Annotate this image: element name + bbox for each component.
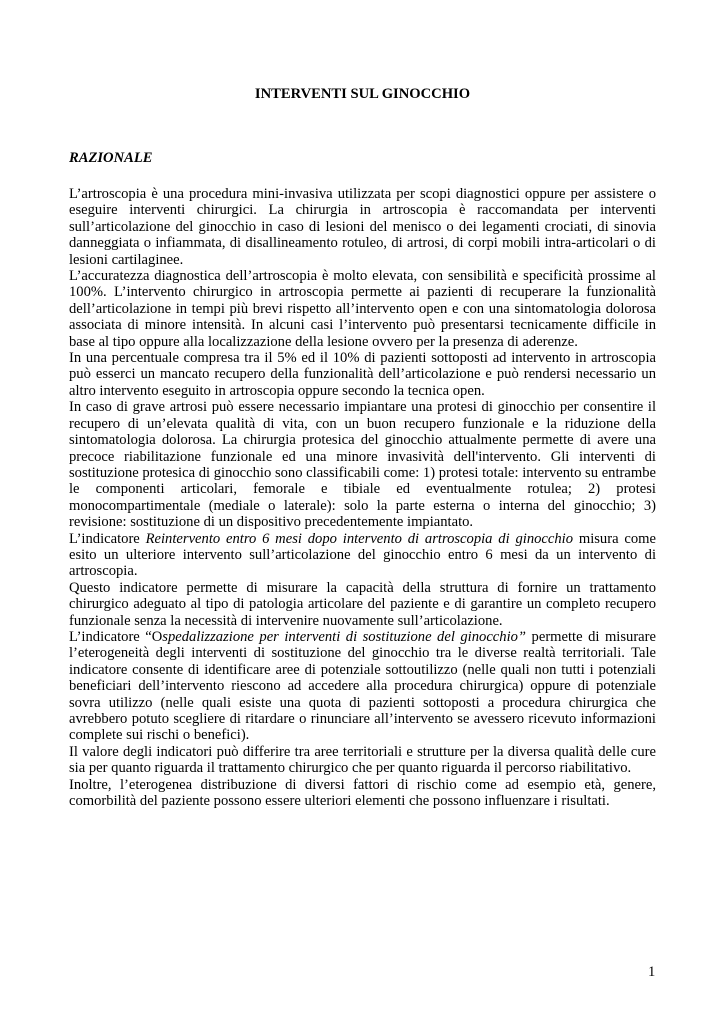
paragraph: Il valore degli indicatori può differire tra aree territoriali e strutture per la diversa qualità delle cure sia per quanto riguarda il trattamento chirurgico che per quanto riguarda il percorso riabilitativo. bbox=[69, 743, 656, 777]
paragraph: L’accuratezza diagnostica dell’artroscopia è molto elevata, con sensibilità e specificità prossime al 100%. L’intervento chirurgico in artroscopia permette ai pazienti di recuperare la funzionalità dell’articolazione in tempi più brevi rispetto all’intervento open e con una sintomatologia dolorosa associata di minore intensità. In alcuni casi l’intervento può presentarsi tecnicamente difficile in base al tipo oppure alla localizzazione della lesione ovvero per la presenza di aderenze. bbox=[69, 268, 656, 350]
paragraph: L’artroscopia è una procedura mini-invasiva utilizzata per scopi diagnostici oppure per assistere o eseguire interventi chirurgici. La chirurgia in artroscopia è raccomandata per interventi sull’articolazione del ginocchio in caso di lesioni del menisco o dei legamenti crociati, di sinovia danneggiata o infiammata, di disallineamento rotuleo, di artrosi, di corpi mobili intra-articolari o di lesioni cartilaginee. bbox=[69, 186, 656, 268]
indicator-name: Reintervento entro 6 mesi dopo intervento di artroscopia di ginocchio bbox=[145, 530, 574, 547]
paragraph: Inoltre, l’eterogenea distribuzione di diversi fattori di rischio come ad esempio età, genere, comorbilità del paziente possono essere ulteriori elementi che possono influenzare i risultati. bbox=[69, 776, 656, 810]
paragraph: In una percentuale compresa tra il 5% ed il 10% di pazienti sottoposti ad intervento in artroscopia può esserci un mancato recupero della funzionalità dell’articolazione e può rendersi necessario un altro intervento eseguito in artroscopia oppure secondo la tecnica open. bbox=[69, 350, 656, 399]
paragraph-text: L’indicatore bbox=[69, 530, 146, 547]
paragraph: In caso di grave artrosi può essere necessario impiantare una protesi di ginocchio per consentire il recupero di un’elevata qualità di vita, con un buon recupero funzionale e la riduzione della sintomatologia dolorosa. La chirurgia protesica del ginocchio attualmente permette di avere una precoce riabilitazione funzionale ed una minore invasività dell'intervento. Gli interventi di sostituzione protesica di ginocchio sono classificabili come: 1) protesi totale: intervento su entrambe le componenti articolari, femorale e tibiale ed eventualmente rotulea; 2) protesi monocompartimentale (mediale o laterale): solo la parte esterna o interna del ginocchio; 3) revisione: sostituzione di un dispositivo precedentemente impiantato. bbox=[69, 399, 656, 531]
paragraph: Questo indicatore permette di misurare la capacità della struttura di fornire un trattamento chirurgico adeguato al tipo di patologia articolare del paziente e di garantire un completo recupero funzionale senza la necessità di intervenire nuovamente sull’articolazione. bbox=[69, 579, 656, 629]
document-title: INTERVENTI SUL GINOCCHIO bbox=[254, 86, 471, 102]
section-heading: RAZIONALE bbox=[69, 150, 153, 166]
paragraph-text: L’indicatore “O bbox=[69, 628, 163, 645]
paragraph bbox=[69, 629, 656, 744]
page-number: 1 bbox=[648, 964, 656, 980]
indicator-name: spedalizzazione per interventi di sostituzione del ginocchio” bbox=[162, 628, 527, 645]
paragraph-text: misura come esito un ulteriore intervento sull’articolazione del ginocchio entro 6 mesi da un intervento di artroscopia. bbox=[69, 530, 656, 580]
paragraph-text: permette di misurare l’eterogeneità degli interventi di sostituzione del ginocchio tra le diverse realtà territoriali. Tale indicatore consente di identificare aree di potenziale sottoutilizzo (nelle quali non tutti i potenziali beneficiari dell’intervento riescono ad accedere alla procedura chirurgica) oppure di potenziale sovra utilizzo (nelle quali esiste una quota di pazienti sottoposti a procedura chirurgica che avrebbero potuto scegliere di ritardare o rinunciare all’intervento se avessero ricevuto informazioni complete sui rischi o benefici). bbox=[69, 628, 656, 744]
paragraph bbox=[69, 531, 656, 580]
document-body bbox=[69, 186, 656, 809]
